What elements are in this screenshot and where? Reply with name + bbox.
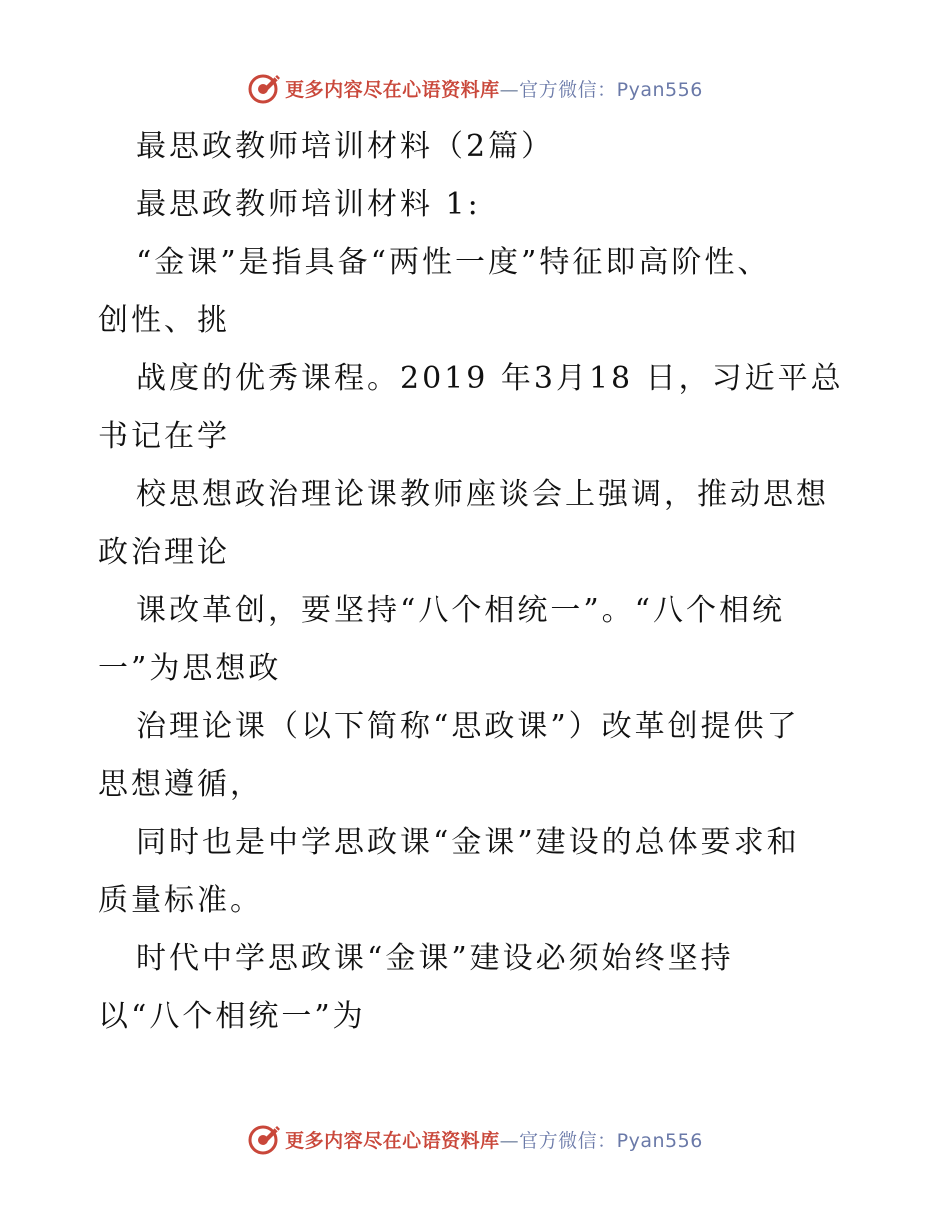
doc-line: “金课”是指具备“两性一度”特征即高阶性、 [136,245,771,280]
doc-subtitle: 最思政教师培训材料 1: [136,187,481,222]
doc-line: 思想遵循， [98,767,263,802]
pen-logo-icon [247,1122,281,1156]
doc-line: 以“八个相统一”为 [98,999,366,1034]
doc-line: 战度的优秀课程。2019 年3月18 日，习近平总 [136,361,844,396]
doc-line: 治理论课（以下简称“思政课”）改革创提供了 [136,709,800,744]
header-banner [0,68,950,108]
doc-line: 一”为思想政 [98,651,282,686]
footer-banner-wechat: 官方微信：Pyan556 [519,1129,703,1152]
doc-line: 课改革创，要坚持“八个相统一”。“八个相统 [136,593,786,628]
pen-logo-icon [247,71,281,105]
doc-line: 时代中学思政课“金课”建设必须始终坚持 [136,941,734,976]
doc-title: 最思政教师培训材料（2篇） [136,129,555,164]
doc-line: 政治理论 [98,535,230,570]
header-banner-dash: — [499,78,520,101]
footer-banner-dash: — [499,1129,520,1152]
footer-banner-main: 更多内容尽在心语资料库 [285,1129,500,1152]
doc-line: 同时也是中学思政课“金课”建设的总体要求和 [136,825,800,860]
doc-line: 校思想政治理论课教师座谈会上强调，推动思想 [136,477,829,512]
header-banner-main: 更多内容尽在心语资料库 [285,78,500,101]
doc-line: 创性、挑 [98,303,230,338]
doc-line: 质量标准。 [98,883,263,918]
header-banner-wechat: 官方微信：Pyan556 [519,78,703,101]
footer-banner [0,1119,950,1159]
doc-line: 书记在学 [98,419,230,454]
document-body [98,118,858,1046]
